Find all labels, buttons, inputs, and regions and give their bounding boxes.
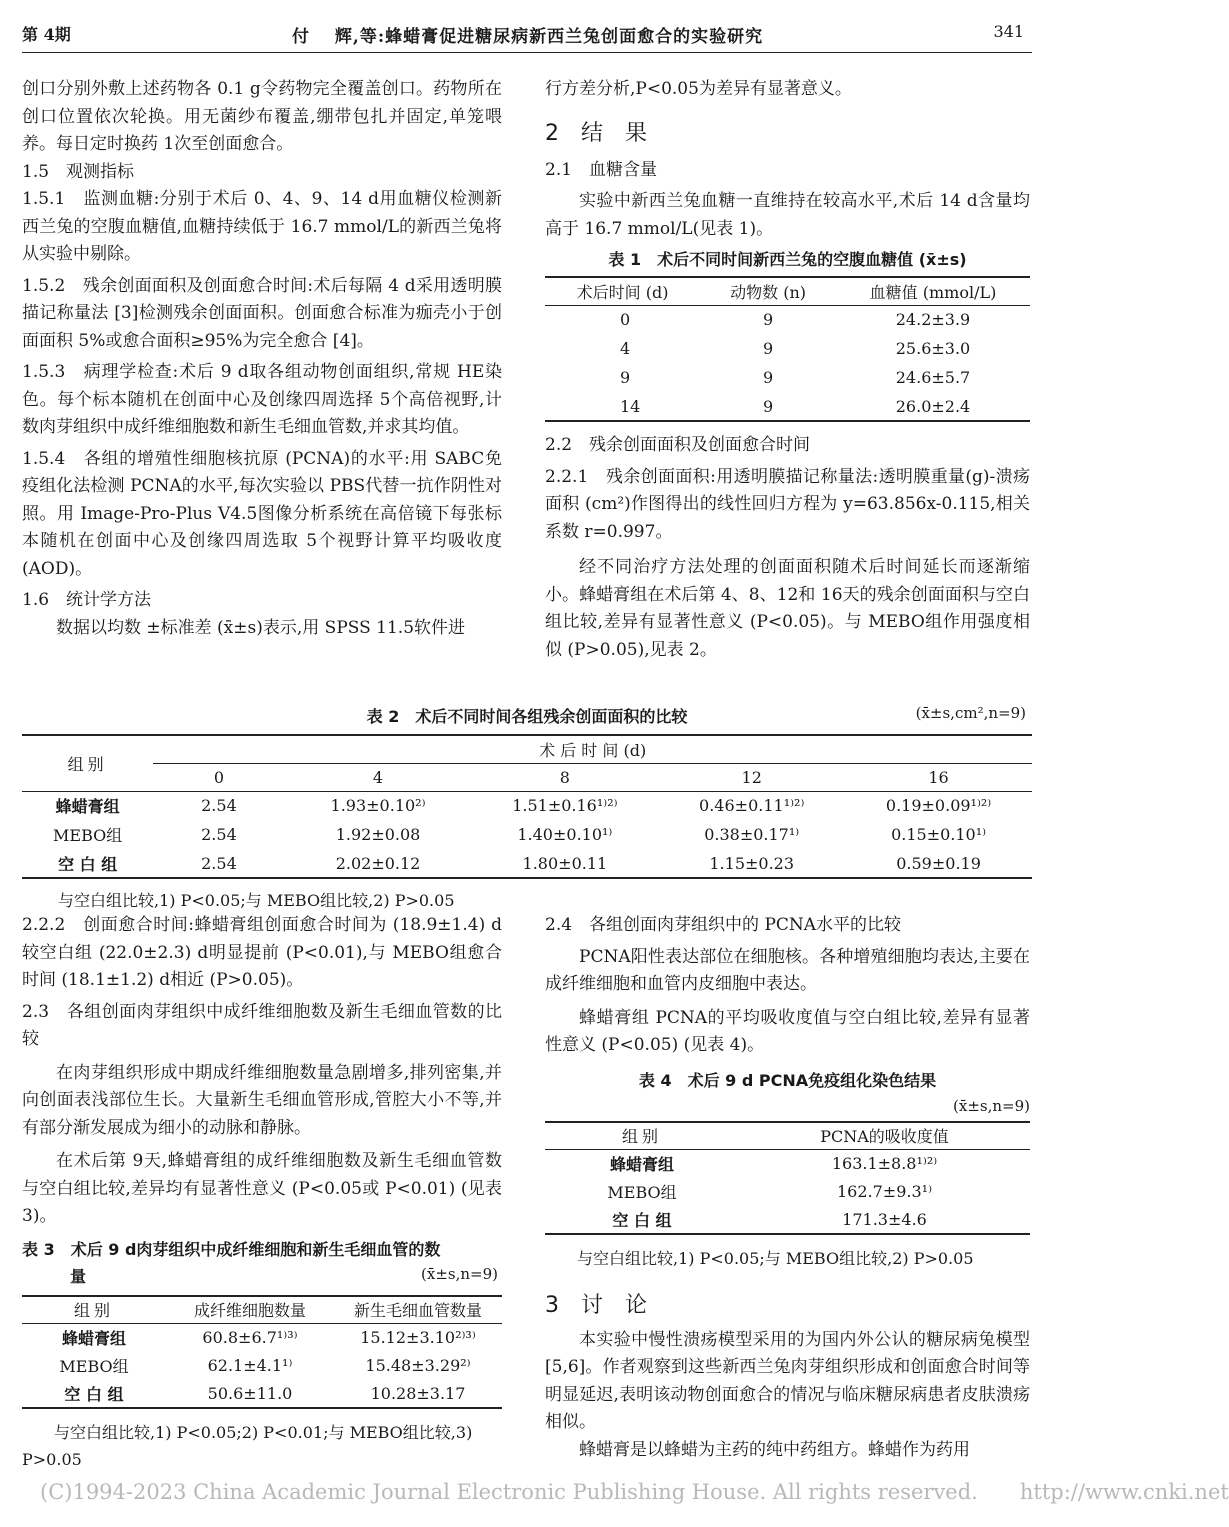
- table-cell: MEBO组: [53, 826, 123, 845]
- table4-caption: 表 4 术后 9 d PCNA免疫组化染色结果: [638, 1070, 937, 1090]
- table-row: [545, 1150, 1030, 1178]
- subsection-heading: 2.1 血糖含量: [545, 159, 658, 180]
- table2-time: 12: [741, 767, 762, 787]
- paragraph: 创口分别外敷上述药物各 0.1 g令药物完全覆盖创口。药物所在创口位置依次轮换。用无菌纱布覆盖,绷带包扎并固定,单笼喂养。每日定时换药 1次至创面愈合。: [22, 79, 502, 154]
- table-row: [22, 849, 1032, 878]
- table-cell: 9: [620, 368, 631, 387]
- table-cell: 0.46±0.11¹⁾²⁾: [699, 796, 805, 816]
- left-column-top: [22, 76, 502, 642]
- table-cell: 1.15±0.23: [709, 853, 795, 873]
- copyright-watermark: (C)1994-2023 China Academic Journal Electronic Publishing House. All rights reserved. http://www.cnki.net: [40, 1480, 1229, 1504]
- issue-label: 第 4期: [22, 25, 71, 44]
- table4: [545, 1121, 1030, 1235]
- table-cell: 9: [762, 396, 774, 416]
- subsection-heading: 2.4 各组创面肉芽组织中的 PCNA水平的比较: [545, 915, 902, 935]
- table2-time-header: 术 后 时 间 (d): [153, 735, 1032, 763]
- table3-caption: 表 3 术后 9 d肉芽组织中成纤维细胞和新生毛细血管的数: [22, 1239, 441, 1259]
- table-row: [22, 1324, 502, 1352]
- table-cell: 60.8±6.7¹⁾³⁾: [202, 1328, 298, 1348]
- table1-header: 动物数 (n): [730, 282, 807, 302]
- table-cell: 蜂蜡膏组: [609, 1155, 674, 1175]
- table4-stat: (x̄±s,n=9): [953, 1096, 1030, 1115]
- table4-header: PCNA的吸收度值: [820, 1127, 949, 1147]
- paragraph: 本实验中慢性溃疡模型采用的为国内外公认的糖尿病兔模型 [5,6]。作者观察到这些新西兰兔肉芽组织形成和创面愈合时间等明显延迟,表明该动物创面愈合的情况与临床糖尿病患者皮肤溃疡相似。: [545, 1329, 1030, 1432]
- paragraph: 1.5.3 病理学检查:术后 9 d取各组动物创面组织,常规 HE染色。每个标本随机在创面中心及创缘四周选择 5个高倍视野,计数肉芽组织中成纤维细胞数和新生毛细血管数,并求其均值。: [22, 362, 502, 437]
- table-cell: 空 白 组: [612, 1210, 672, 1230]
- right-column-bottom: [545, 912, 1030, 1464]
- section-heading: 2 结 果: [545, 120, 647, 146]
- table2-block: [22, 702, 1032, 914]
- paragraph: 行方差分析,P<0.05为差异有显著意义。: [545, 79, 852, 99]
- table-row: [545, 1206, 1030, 1234]
- table-cell: 9: [762, 310, 774, 330]
- paragraph: 在术后第 9天,蜂蜡膏组的成纤维细胞数及新生毛细血管数与空白组比较,差异均有显著性意义 (P<0.05或 P<0.01) (见表 3)。: [22, 1151, 502, 1226]
- table-row: [22, 1352, 502, 1380]
- section-heading: 3 讨 论: [545, 1292, 647, 1318]
- section-heading: 1.6 统计学方法: [22, 590, 152, 610]
- table-cell: 9: [762, 339, 774, 358]
- running-header: [22, 22, 1032, 48]
- table-cell: 24.2±3.9: [895, 310, 971, 330]
- paragraph: 实验中新西兰兔血糖一直维持在较高水平,术后 14 d含量均高于 16.7 mmol/L(见表 1)。: [545, 191, 1030, 239]
- table-cell: 1.80±0.11: [522, 853, 608, 873]
- table3-note: 与空白组比较,1) P<0.05;2) P<0.01;与 MEBO组比较,3) P>0.05: [22, 1422, 473, 1469]
- paragraph: 2.2.1 残余创面面积:用透明膜描记称量法:透明膜重量(g)-溃疡面积 (cm²)作图得出的线性回归方程为 y=63.856x-0.115,相关系数 r=0.997。: [545, 466, 1030, 542]
- table-cell: 0.38±0.17¹⁾: [704, 825, 800, 844]
- table2-time: 0: [213, 767, 225, 787]
- paragraph: 1.5.4 各组的增殖性细胞核抗原 (PCNA)的水平:用 SABC免疫组化法检测 PCNA的水平,每次实验以 PBS代替一抗作阴性对照。用 Image-Pro-Plus V4.5图像分析系统在高倍镜下每张标本随机在创面中心及创缘四周选取 5个视野计算平均吸收度(AOD)。: [22, 448, 502, 579]
- table-cell: 9: [762, 368, 774, 387]
- table-cell: 50.6±11.0: [207, 1383, 293, 1403]
- right-column-top: [545, 76, 1030, 664]
- table-cell: 24.6±5.7: [895, 368, 971, 387]
- table-cell: 蜂蜡膏组: [55, 797, 120, 817]
- paragraph: 数据以均数 ±标准差 (x̄±s)表示,用 SPSS 11.5软件进: [56, 617, 466, 638]
- table-cell: 2.54: [201, 796, 237, 816]
- table3-stat: (x̄±s,n=9): [421, 1264, 498, 1283]
- table-cell: 1.40±0.10¹⁾: [517, 825, 613, 844]
- paragraph: 1.5.1 监测血糖:分别于术后 0、4、9、14 d用血糖仪检测新西兰兔的空腹血糖值,血糖持续低于 16.7 mmol/L的新西兰兔将从实验中剔除。: [22, 189, 502, 264]
- table-cell: 15.12±3.10²⁾³⁾: [360, 1328, 476, 1348]
- paragraph: 蜂蜡膏是以蜂蜡为主药的纯中药组方。蜂蜡作为药用: [579, 1439, 970, 1460]
- paragraph: 经不同治疗方法处理的创面面积随术后时间延长而逐渐缩小。蜂蜡膏组在术后第 4、8、12和 16天的残余创面面积与空白组比较,差异有显著性意义 (P<0.05)。与 MEBO组作用强度相似 (P>0.05),见表 2。: [545, 557, 1030, 660]
- paragraph: 蜂蜡膏组 PCNA的平均吸收度值与空白组比较,差异有显著性意义 (P<0.05) (见表 4)。: [545, 1007, 1030, 1055]
- paragraph: PCNA阳性表达部位在细胞核。各种增殖细胞均表达,主要在成纤维细胞和血管内皮细胞中表达。: [545, 946, 1030, 994]
- table2-group-header: 组别: [22, 735, 153, 791]
- table-cell: MEBO组: [607, 1183, 677, 1202]
- table-row: [22, 1380, 502, 1408]
- table2-note: 与空白组比较,1) P<0.05;与 MEBO组比较,2) P>0.05: [58, 891, 455, 910]
- subsection-heading: 2.2 残余创面面积及创面愈合时间: [545, 435, 811, 455]
- table-cell: 62.1±4.1¹⁾: [207, 1356, 293, 1375]
- table2-time: 4: [372, 767, 384, 787]
- table-row: [545, 1178, 1030, 1206]
- table-cell: 2.54: [201, 825, 237, 844]
- table3: [22, 1295, 502, 1409]
- table-cell: 4: [620, 339, 631, 358]
- table-cell: 163.1±8.8¹⁾²⁾: [831, 1154, 938, 1174]
- table2-time: 8: [559, 767, 570, 787]
- table-cell: 0: [620, 310, 631, 330]
- table1-header: 血糖值 (mmol/L): [869, 282, 997, 302]
- table-cell: 0.15±0.10¹⁾: [891, 825, 987, 844]
- table-cell: 26.0±2.4: [895, 396, 971, 416]
- table3-header: 组别: [73, 1301, 114, 1321]
- table1-header: 术后时间 (d): [576, 282, 669, 302]
- left-column-bottom: [22, 912, 502, 1473]
- table-row: [545, 334, 1030, 363]
- table2-time: 16: [928, 767, 949, 787]
- paragraph: 在肉芽组织形成中期成纤维细胞数量急剧增多,排列密集,并向创面表浅部位生长。大量新生毛细血管形成,管腔大小不等,并有部分渐发展成为细小的动脉和静脉。: [22, 1062, 502, 1138]
- table1: [545, 276, 1030, 422]
- table-cell: 蜂蜡膏组: [61, 1329, 126, 1349]
- table3-header: 新生毛细血管数量: [353, 1301, 482, 1321]
- table-cell: 14: [620, 396, 641, 416]
- header-title: 付 辉,等:蜂蜡膏促进糖尿病新西兰兔创面愈合的实验研究: [292, 27, 764, 47]
- table-row: [545, 363, 1030, 392]
- table-cell: 0.19±0.09¹⁾²⁾: [885, 796, 992, 816]
- page-number: 341: [993, 22, 1024, 41]
- table-cell: 162.7±9.3¹⁾: [837, 1182, 932, 1201]
- table-cell: 1.93±0.10²⁾: [330, 796, 426, 816]
- paragraph: 1.5.2 残余创面面积及创面愈合时间:术后每隔 4 d采用透明膜描记称量法 [3]检测残余创面面积。创面愈合标准为痂壳小于创面面积 5%或愈合面积≥95%为完全愈合 [4]。: [22, 275, 502, 351]
- table3-caption-cont: 量: [70, 1266, 87, 1286]
- table-cell: 15.48±3.29²⁾: [365, 1356, 471, 1375]
- table-cell: 空 白 组: [64, 1384, 124, 1404]
- table-row: [22, 820, 1032, 849]
- subsection-heading: 2.3 各组创面肉芽组织中成纤维细胞数及新生毛细血管数的比较: [22, 1001, 502, 1049]
- table2-stat: (x̄±s,cm²,n=9): [915, 704, 1026, 722]
- table-cell: MEBO组: [59, 1357, 129, 1376]
- table-cell: 10.28±3.17: [370, 1383, 466, 1403]
- table3-header: 成纤维细胞数量: [193, 1301, 306, 1321]
- header-rule: [22, 52, 1032, 53]
- table-cell: 2.02±0.12: [335, 853, 421, 873]
- table-cell: 空 白 组: [58, 854, 118, 874]
- table1-caption: 表 1 术后不同时间新西兰兔的空腹血糖值 (x̄±s): [608, 250, 967, 269]
- table-row: [545, 392, 1030, 421]
- section-heading: 1.5 观测指标: [22, 161, 135, 182]
- table-row: [22, 791, 1032, 820]
- table-row: [545, 305, 1030, 334]
- table-cell: 171.3±4.6: [842, 1209, 927, 1229]
- table-cell: 1.92±0.08: [335, 825, 421, 844]
- table2: [22, 734, 1032, 879]
- table4-note: 与空白组比较,1) P<0.05;与 MEBO组比较,2) P>0.05: [577, 1248, 974, 1268]
- table-cell: 0.59±0.19: [896, 853, 981, 873]
- table2-caption: 表 2 术后不同时间各组残余创面面积的比较: [366, 707, 688, 726]
- table4-header: 组别: [621, 1127, 662, 1147]
- table-cell: 2.54: [201, 853, 237, 873]
- paragraph: 2.2.2 创面愈合时间:蜂蜡膏组创面愈合时间为 (18.9±1.4) d较空白组 (22.0±2.3) d明显提前 (P<0.01),与 MEBO组愈合时间 (18.1±1.2) d相近 (P>0.05)。: [22, 915, 502, 990]
- table-cell: 25.6±3.0: [895, 339, 971, 358]
- table-cell: 1.51±0.16¹⁾²⁾: [512, 796, 618, 816]
